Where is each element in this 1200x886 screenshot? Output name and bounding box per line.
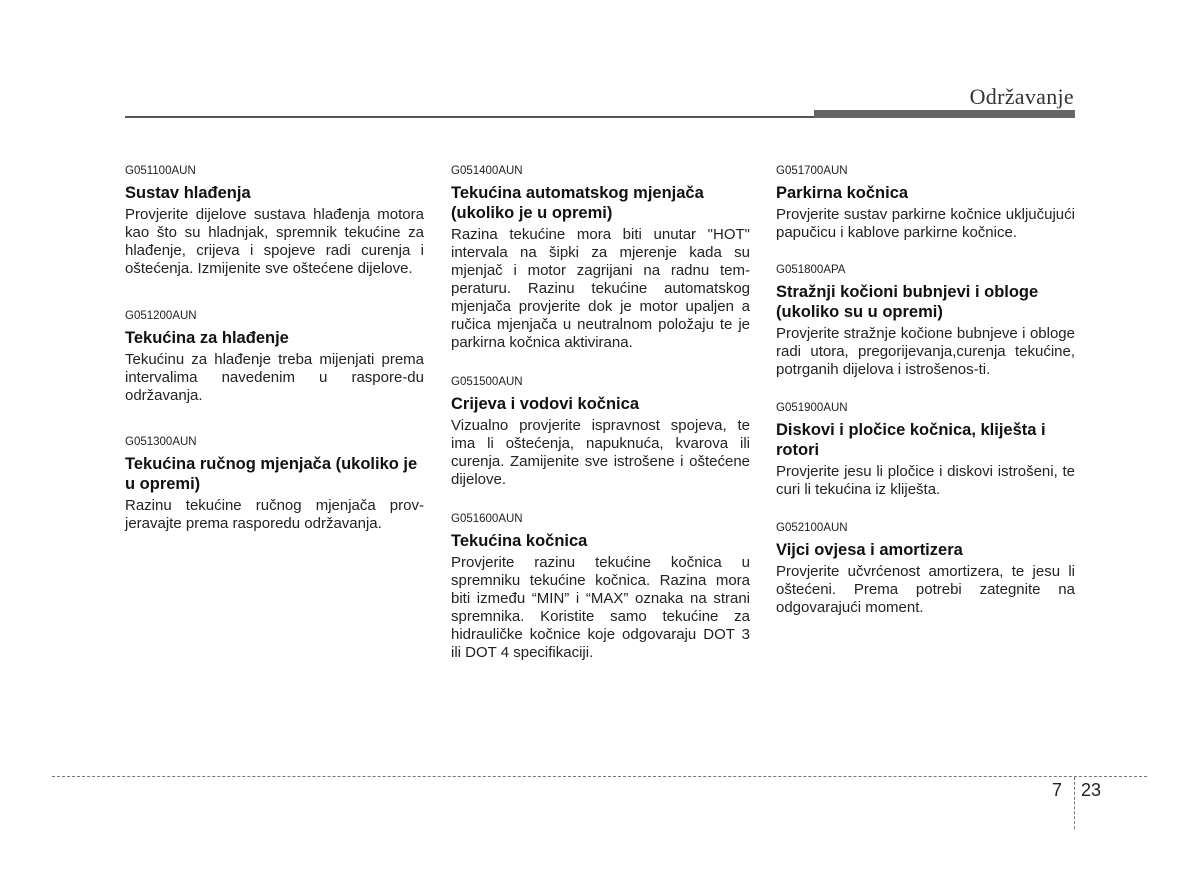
section-manual-transmission-fluid <box>125 435 424 533</box>
section-parking-brake <box>776 164 1075 242</box>
section-code: G051900AUN <box>776 402 848 414</box>
section-rear-drums-linings <box>776 263 1075 379</box>
section-heading: Crijeva i vodovi kočnica <box>451 395 639 413</box>
header-rule-thick <box>814 110 1075 118</box>
section-automatic-transmission-fluid <box>451 164 750 352</box>
section-text: Provjerite dijelove sustava hlađenja motora kao što su hladnjak, spremnik tekućine za hlađenje, crijeva i spojeve radi curenja i oštećenja. Izmijenite sve oštećene dijelove. <box>125 206 424 277</box>
section-text: Provjerite stražnje kočione bubnjeve i obloge radi utora, pregorijevanja,curenja tekućine, potrganih dijelova i istrošenos-ti. <box>776 325 1075 378</box>
section-text: Razina tekućine mora biti unutar "HOT" intervala na šipki za mjerenje kada su mjenjač i motor zagrijani na radnu tem-peraturu. Razinu tekućine automatskog mjenjača provjerite dok je motor upaljen a ručica mjenjača u neutralnom položaju te je parkirna kočnica aktivirana. <box>451 226 750 351</box>
section-heading: Diskovi i pločice kočnica, kliješta i rotori <box>776 421 1046 459</box>
section-heading: Sustav hlađenja <box>125 184 251 202</box>
chapter-number: 7 <box>1052 780 1063 800</box>
section-brake-hoses <box>451 375 750 489</box>
footer-dashed-rule <box>52 776 1147 777</box>
section-text: Provjerite jesu li pločice i diskovi istrošeni, te curi li tekućina iz kliješta. <box>776 463 1075 498</box>
section-code: G051300AUN <box>125 436 197 448</box>
section-code: G051100AUN <box>125 165 196 177</box>
section-text: Provjerite sustav parkirne kočnice uključujući papučicu i kablove parkirne kočnice. <box>776 206 1075 241</box>
section-code: G051700AUN <box>776 165 848 177</box>
section-code: G051500AUN <box>451 376 523 388</box>
section-code: G052100AUN <box>776 522 848 534</box>
section-discs-pads-calipers <box>776 401 1075 499</box>
section-suspension-bolts <box>776 521 1075 617</box>
section-heading: Tekućina kočnica <box>451 532 588 550</box>
section-code: G051400AUN <box>451 165 523 177</box>
section-heading: Vijci ovjesa i amortizera <box>776 541 963 559</box>
section-text: Provjerite razinu tekućine kočnica u spremniku tekućine kočnica. Razina mora biti između “MIN” i “MAX” oznaka na strani spremnika. Koristite samo tekućine za hidrauličke kočnice koje odgovaraju DOT 3 ili DOT 4 specifikaciji. <box>451 554 750 661</box>
section-coolant <box>125 309 424 405</box>
section-code: G051600AUN <box>451 513 523 525</box>
section-heading: Tekućina za hlađenje <box>125 329 289 347</box>
header-rule-thin <box>125 116 815 118</box>
section-text: Tekućinu za hlađenje treba mijenjati prema intervalima navedenim u raspore-du održavanja. <box>125 351 424 404</box>
column-2 <box>451 164 750 662</box>
page-header-title: Održavanje <box>969 84 1074 109</box>
section-heading: Stražnji kočioni bubnjevi i obloge (ukoliko su u opremi) <box>776 283 1039 321</box>
section-text: Vizualno provjerite ispravnost spojeva, te ima li oštećenja, napuknuća, kvarova ili curenja. Zamijenite sve istrošene i oštećene dijelove. <box>451 417 750 488</box>
column-3 <box>776 164 1075 617</box>
section-code: G051800APA <box>776 264 846 276</box>
section-heading: Tekućina ručnog mjenjača (ukoliko je u opremi) <box>125 455 418 493</box>
section-cooling-system <box>125 164 424 278</box>
column-1 <box>125 164 424 533</box>
section-text: Provjerite učvrćenost amortizera, te jesu li oštećeni. Prema potrebi zategnite na odgovarajući moment. <box>776 563 1075 616</box>
section-heading: Parkirna kočnica <box>776 184 909 202</box>
section-heading: Tekućina automatskog mjenjača (ukoliko je u opremi) <box>451 184 704 222</box>
section-code: G051200AUN <box>125 310 197 322</box>
section-text: Razinu tekućine ručnog mjenjača prov-jeravajte prema rasporedu održavanja. <box>125 497 424 532</box>
section-brake-fluid <box>451 512 750 662</box>
page-number: 23 <box>1081 780 1102 800</box>
footer-dashed-divider <box>1074 777 1075 829</box>
